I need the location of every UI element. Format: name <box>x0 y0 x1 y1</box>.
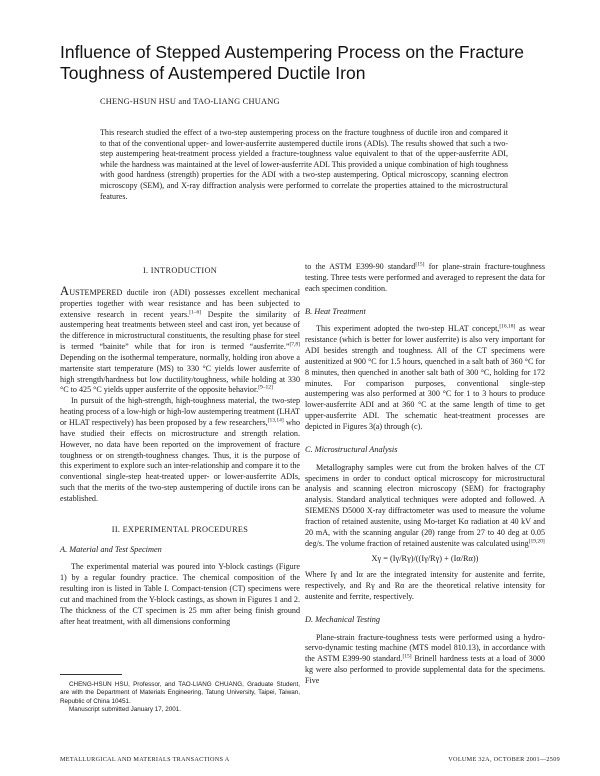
footnote-affiliation: CHENG-HSUN HSU, Professor, and TAO-LIANG CHUANG, Graduate Student, are with the Department of Materials Engineering, Tatung University, Taipei, Taiwan, Republic of China 10451. <box>60 681 300 705</box>
section-heading-experimental: II. EXPERIMENTAL PROCEDURES <box>111 524 249 534</box>
citation: [15] <box>402 653 412 660</box>
citation: [19,20] <box>528 537 545 544</box>
text-run: ductile iron (ADI) possesses excellent mechanical properties together with wear resistance and has been subjected to extensive research in recent years. <box>60 287 300 319</box>
citation: [9–12] <box>258 384 273 391</box>
material-paragraph-continued <box>305 262 545 295</box>
abstract: This research studied the effect of a two-step austempering process on the fracture toughness of ductile iron and compared it to that of the conventional upper- and lower-ausferrite austempered ductile irons (ADIs). The results showed that such a two-step austempering heat-treatment process yielded a fracture-toughness value equivalent to that of the upper-ausferrite ADI, while the hardness was maintained at the level of lower-ausferrite ADI. This provided a unique combination of high toughness with good hardness (strength) properties for the ADI with a two-step austempering. Optical microscopy, scanning electron microscopy (SEM), and X-ray diffraction analysis were performed to correlate the properties attained to the microstructural features. <box>100 128 508 201</box>
title-line: Toughness of Austempered Ductile Iron <box>60 63 366 83</box>
text-run: to the ASTM E399-90 standard <box>305 262 416 271</box>
volume-page-footer: VOLUME 32A, OCTOBER 2001—2509 <box>448 756 560 763</box>
subsection-heading-microstructural: C. Microstructural Analysis <box>305 444 398 454</box>
journal-name-footer: METALLURGICAL AND MATERIALS TRANSACTIONS A <box>60 756 230 763</box>
text-run: as wear resistance (which is better for lower ausferrite) is also very important for ADI besides strength and toughness. All of the CT specimens were austenitized at 900 °C for 1.5 hours, quenched in a salt bath of 360 °C for 8 minutes, then quenched in another salt bath of 300 °C, holding for 172 minutes. For comparison purposes, conventional single-step austempering was also performed at 300 °C for 1 to 3 hours to produce lower-ausferrite ADI and at 360 °C at the same length of time to get upper-ausferrite ADI. The schematic heat-treatment processes are depicted in Figures 3(a) through (c). <box>305 324 546 431</box>
citation: [13,14] <box>267 417 284 424</box>
intro-paragraph-1 <box>60 283 300 396</box>
text-run: This experiment adopted the two-step HLAT concept, <box>316 324 500 334</box>
section-heading-introduction: I. INTRODUCTION <box>142 266 218 275</box>
text-run: who have studied their effects on microstructure and strength relation. However, no data have been reported on the improvement of fracture toughness or on strength-toughness changes. Thus, it is the purpose of this experiment to explore such an inter-relationship and compare it to the conventional single-step heat-treated upper- or lower-ausferrite ADIs, such that the merits of the two-step austempering of ductile irons can be established. <box>60 417 300 503</box>
footnote-divider <box>60 674 122 675</box>
paper-title <box>60 42 560 84</box>
text-run: for plane-strain fracture-toughness testing. Three tests were performed and averaged to represent the data for each specimen condition. <box>305 262 545 293</box>
author-list: CHENG-HSUN HSU and TAO-LIANG CHUANG <box>100 97 280 106</box>
material-paragraph: The experimental material was poured into Y-block castings (Figure 1) by a regular foundry practice. The chemical composition of the resulting iron is listed in Table I. Compact-tension (CT) specimens were cut and machined from the Y-block castings, as shown in Figures 1 and 2. The thickness of the CT specimen is 25 mm after being finish ground after heat treatment, with all dimensions conforming <box>60 562 300 626</box>
citation: [15] <box>415 261 425 268</box>
author-footnote <box>60 681 300 715</box>
right-column <box>305 262 545 687</box>
equation-retained-austenite: Xγ = (Iγ/Rγ)/((Iγ/Rγ) + (Iα/Rα)) <box>371 554 479 564</box>
text-run: Brinell hardness tests at a load of 3000 kg were also performed to provide supplemental data for the specimens. Five <box>305 654 545 685</box>
intro-paragraph-2 <box>60 396 300 504</box>
microstructural-paragraph <box>305 463 545 550</box>
subsection-heading-material: A. Material and Test Specimen <box>60 544 162 554</box>
drop-cap: A <box>60 283 70 298</box>
text-run: Metallography samples were cut from the broken halves of the CT specimens in order to conduct optical microscopy for microstructural analysis and scanning electron microscopy (SEM) for fractography analysis. Standard analytical techniques were adopted and followed. A SIEMENS D5000 X-ray diffractometer was used to measure the volume fraction of retained austenite, using Mo-target Kα radiation at 40 kV and 20 mA, with the scanning angular (2θ) range from 27 to 40 deg at 0.05 deg/s. The volume fraction of retained austenite was calculated using <box>305 462 545 548</box>
text-run: Depending on the isothermal temperature, normally, holding iron above a martensite start temperature (MS) to 330 °C yields lower ausferrite of high strength/hardness but low ductility/toughness, while holding at 330 °C to 425 °C yields upper ausferrite of the opposite behavior. <box>60 352 300 395</box>
equation-explanation: Where Iγ and Iα are the integrated intensity for austenite and ferrite, respectively, and Rγ and Rα are the theoretical relative intensity for austenite and ferrite, respectively. <box>305 570 545 601</box>
heat-treatment-paragraph <box>305 324 545 432</box>
text-run: In pursuit of the high-strength, high-toughness material, the two-step heating process of a low-high or high-low austempering treatment (LHAT or HLAT respectively) has been proposed by a few researchers, <box>60 396 300 427</box>
mechanical-paragraph <box>305 633 545 687</box>
citation: [1–6] <box>189 308 202 315</box>
subsection-heading-mechanical: D. Mechanical Testing <box>305 614 381 624</box>
drop-cap-word: USTEMPERED <box>69 287 123 297</box>
footnote-manuscript-date: Manuscript submitted January 17, 2001. <box>69 706 182 714</box>
citation: [7,8] <box>289 341 300 348</box>
left-column <box>60 266 300 627</box>
title-line: Influence of Stepped Austempering Process on the Fracture <box>60 42 525 62</box>
text-run: Despite the similarity of austempering heat treatments between steel and cast iron, yet because of the difference in microstructural constituents, the resulting phase for steel is termed “bainite” while that for iron is termed “ausferrite.” <box>60 309 300 352</box>
subsection-heading-heat-treatment: B. Heat Treatment <box>305 306 366 316</box>
text-run: Plane-strain fracture-toughness tests were performed using a hydro-servo-dynamic testing machine (MTS model 810.13), in accordance with the ASTM E399-90 standard. <box>305 632 545 664</box>
citation: [16,18] <box>499 323 516 330</box>
